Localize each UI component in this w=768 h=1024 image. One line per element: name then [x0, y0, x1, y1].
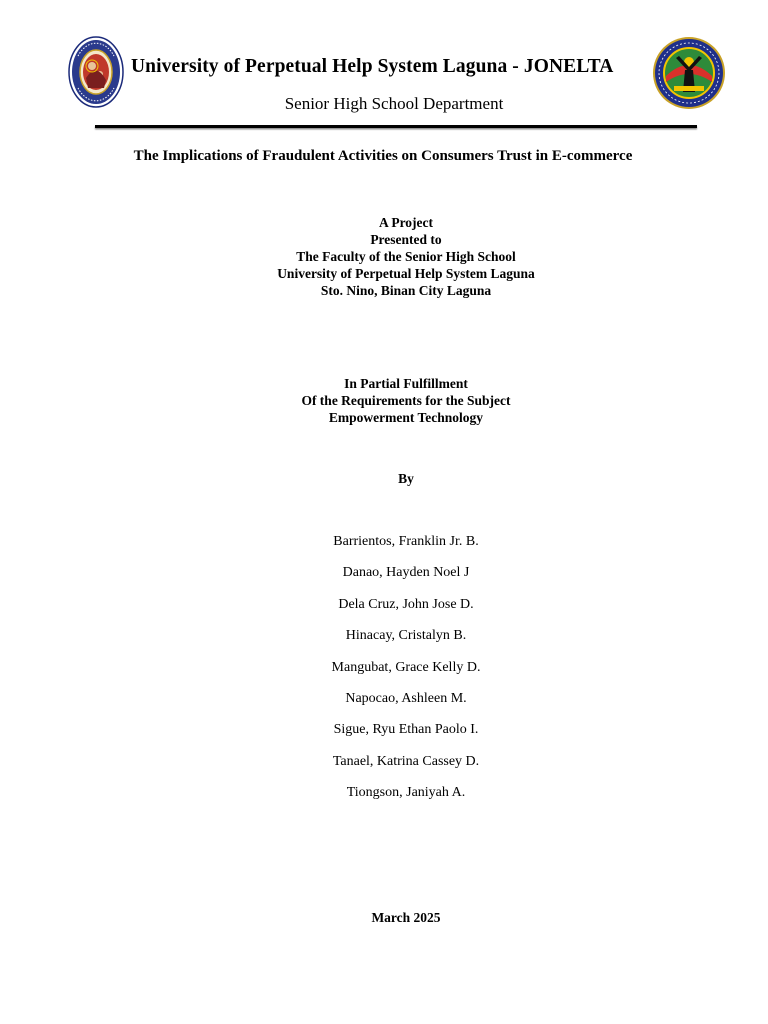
university-title: University of Perpetual Help System Laguna - JONELTA [131, 56, 614, 77]
department-name: Senior High School Department [284, 94, 504, 113]
header-divider [95, 125, 697, 128]
project-line: A Project [378, 215, 434, 230]
author-name: Tanael, Katrina Cassey D. [332, 753, 480, 769]
project-info [20, 214, 768, 299]
author-list [20, 533, 768, 816]
fulfillment-line: In Partial Fulfillment [344, 376, 468, 391]
submission-date: March 2025 [371, 910, 441, 925]
author-name: Dela Cruz, John Jose D. [338, 596, 474, 612]
author-name: Danao, Hayden Noel J [342, 565, 470, 581]
author-name: Tiongson, Janiyah A. [346, 785, 466, 801]
project-line: The Faculty of the Senior High School [296, 249, 516, 264]
project-line: Presented to [370, 232, 442, 247]
project-line: University of Perpetual Help System Laguna [277, 266, 535, 281]
author-name: Barrientos, Franklin Jr. B. [333, 534, 479, 549]
author-name: Mangubat, Grace Kelly D. [331, 659, 481, 675]
fulfillment-info [20, 375, 768, 426]
author-name: Hinacay, Cristalyn B. [345, 628, 467, 644]
author-name: Sigue, Ryu Ethan Paolo I. [333, 722, 479, 738]
senior-high-school-seal-icon [652, 36, 726, 110]
project-line: Sto. Nino, Binan City Laguna [320, 283, 492, 298]
document-title: The Implications of Fraudulent Activities on Consumers Trust in E-commerce [133, 148, 633, 164]
by-label: By [398, 471, 414, 486]
author-name: Napocao, Ashleen M. [345, 690, 467, 706]
fulfillment-line: Empowerment Technology [328, 410, 484, 425]
fulfillment-line: Of the Requirements for the Subject [301, 393, 511, 408]
